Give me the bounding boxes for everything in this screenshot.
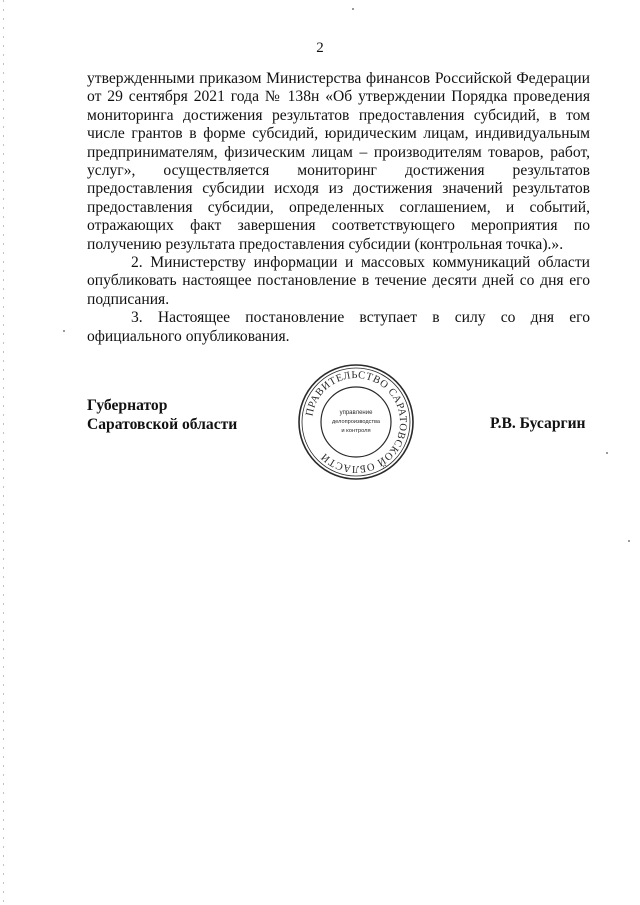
seal-center-line-2: делопроизводства (331, 419, 381, 425)
scan-speck (628, 540, 630, 542)
scan-speck (352, 8, 354, 10)
official-seal (296, 362, 416, 482)
scan-edge-artifact (3, 0, 4, 905)
paragraph-item-3: 3. Настоящее постановление вступает в силу со дня его официального опубликования. (87, 309, 590, 345)
document-body (87, 70, 590, 346)
paragraph-continuation: утвержденными приказом Министерства финансов Российской Федерации от 29 сентября 2021 года № 138н «Об утверждении Порядка проведения мониторинга достижения результатов предоставления субсидий, в том числе грантов в форме субсидий, юридическим лицам, индивидуальным предпринимателям, физическим лицам – производителям товаров, работ, услуг», осуществляется мониторинг достижения результатов предоставления субсидии исходя из достижения значений результатов предоставления субсидии, определенных соглашением, и событий, отражающих факт завершения соответствующего мероприятия по получению результата предоставления субсидии (контрольная точка).». (87, 70, 590, 253)
seal-center-line-3: и контроля (341, 428, 371, 434)
signatory-title (87, 397, 237, 434)
signatory-title-line-1: Губернатор (87, 397, 168, 414)
paragraph-item-2: 2. Министерству информации и массовых коммуникаций области опубликовать настоящее постановление в течение десяти дней со дня его подписания. (87, 254, 590, 308)
signatory-name: Р.В. Бусаргин (490, 415, 586, 432)
signatory-title-line-2: Саратовской области (87, 415, 238, 433)
seal-ring-text: ПРАВИТЕЛЬСТВО САРАТОВСКОЙ ОБЛАСТИ (304, 369, 409, 475)
scan-speck (63, 330, 65, 332)
scan-speck (606, 452, 608, 454)
seal-graphic (296, 362, 416, 482)
seal-center-line-1: управление (339, 410, 373, 416)
page-number: 2 (316, 40, 324, 56)
